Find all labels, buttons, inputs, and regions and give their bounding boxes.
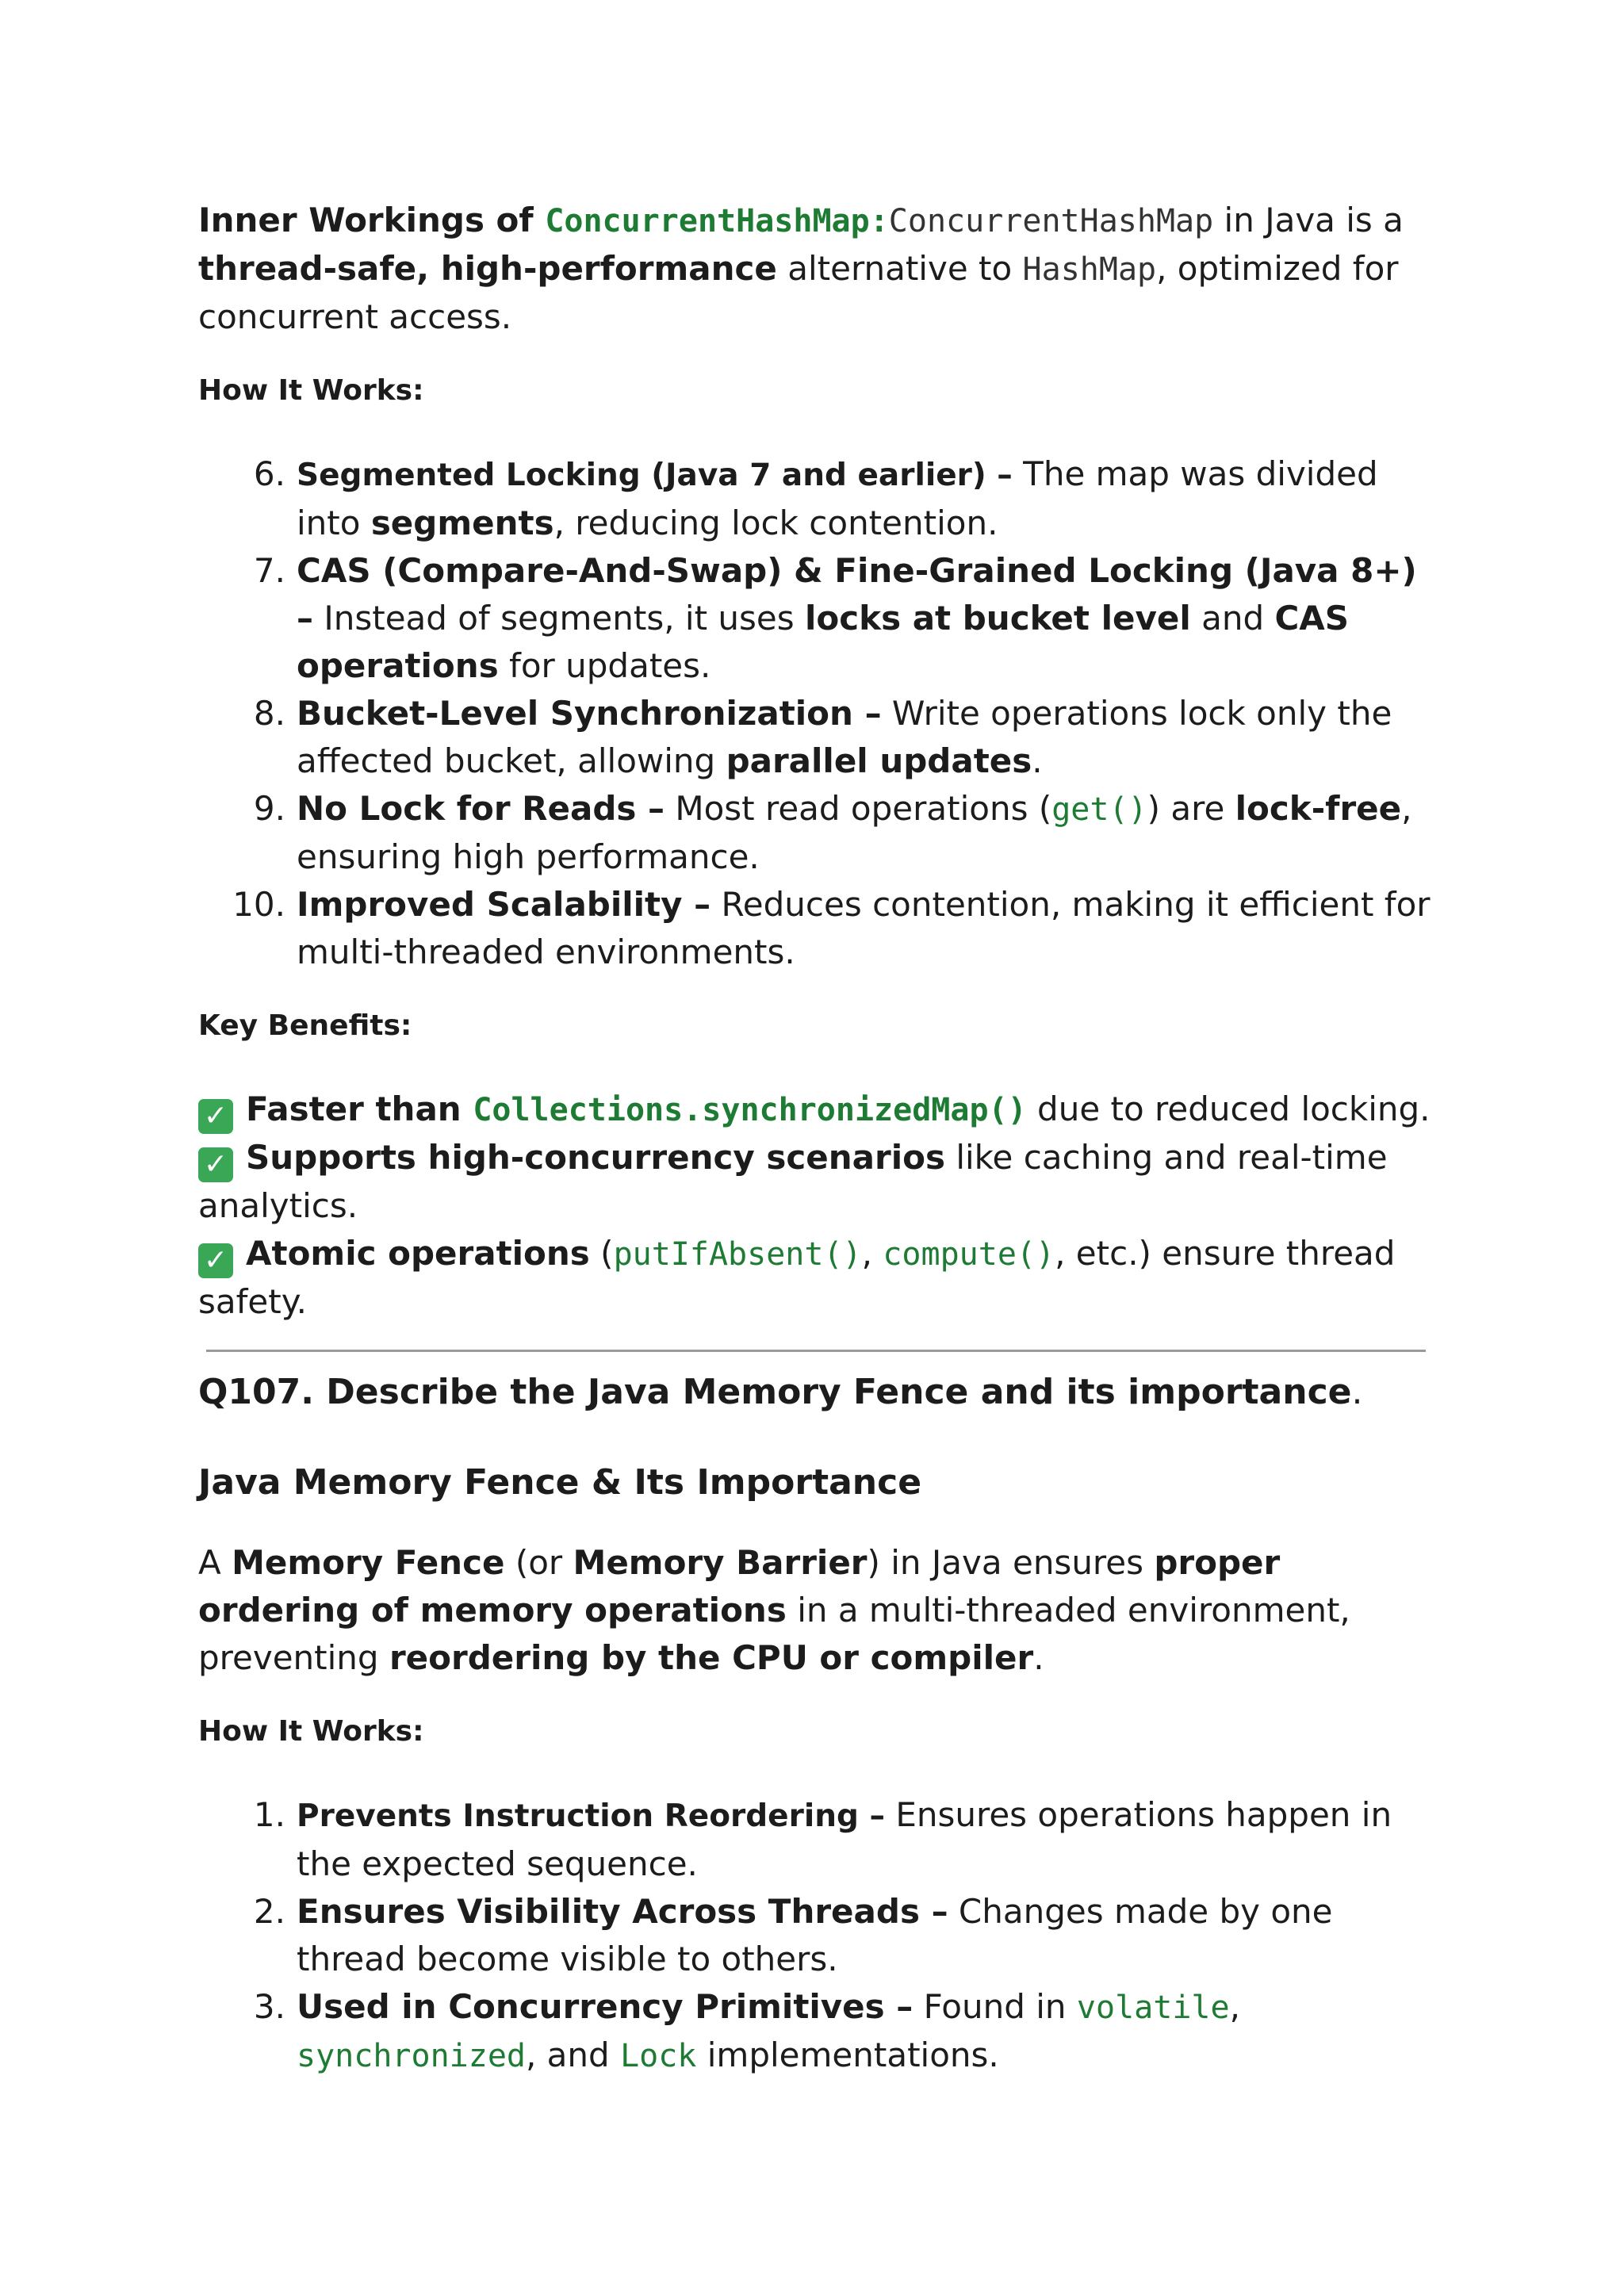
question-heading: Q107. Describe the Java Memory Fence and its importance. <box>198 1372 1363 1412</box>
concurrent-hashmap-list <box>198 450 1442 976</box>
how-it-works-heading-1: How It Works: <box>198 374 424 407</box>
check-mark-icon: ✓ <box>198 1243 233 1278</box>
check-mark-icon: ✓ <box>198 1147 233 1182</box>
list-item: 1. Prevents Instruction Reordering – Ensures operations happen in the expected sequence. <box>253 1795 1392 1883</box>
memory-fence-paragraph: A Memory Fence (or Memory Barrier) in Java ensures proper ordering of memory operations in a multi-threaded environment, preventing reordering by the CPU or compiler. <box>198 1543 1350 1677</box>
intro-code-1: ConcurrentHashMap <box>888 203 1214 239</box>
list-item: 10. Improved Scalability – Reduces contention, making it efficient for multi-threaded environments. <box>232 885 1431 971</box>
benefit-item: ✓ Faster than Collections.synchronizedMap() due to reduced locking. <box>198 1086 1442 1134</box>
inline-code: Collections.synchronizedMap() <box>473 1092 1027 1128</box>
list-item: 3. Used in Concurrency Primitives – Found in volatile, synchronized, and Lock implementations. <box>253 1987 1240 2074</box>
benefits-block <box>198 1086 1442 1326</box>
inline-code: synchronized <box>297 2038 526 2074</box>
intro-title: Inner Workings of ConcurrentHashMap: <box>198 201 889 239</box>
inline-code: Lock <box>620 2038 697 2074</box>
list-item: 9. No Lock for Reads – Most read operations (get()) are lock-free, ensuring high performance. <box>253 789 1412 876</box>
list-item: 7. CAS (Compare-And-Swap) & Fine-Grained Locking (Java 8+) – Instead of segments, it uses locks at bucket level and CAS operations for updates. <box>253 551 1417 685</box>
benefit-item: ✓ Supports high-concurrency scenarios like caching and real-time analytics. <box>198 1138 1388 1225</box>
list-item: 2. Ensures Visibility Across Threads – Changes made by one thread become visible to others. <box>253 1892 1333 1978</box>
benefit-item: ✓ Atomic operations (putIfAbsent(), compute(), etc.) ensure thread safety. <box>198 1234 1396 1321</box>
inline-code: putIfAbsent() <box>613 1236 862 1273</box>
intro-paragraph: Inner Workings of ConcurrentHashMap:ConcurrentHashMap in Java is a thread-safe, high-performance alternative to HashMap, optimized for concurrent access. <box>198 201 1404 336</box>
how-it-works-heading-2: How It Works: <box>198 1715 424 1748</box>
check-mark-icon: ✓ <box>198 1099 233 1134</box>
inline-code: compute() <box>883 1236 1055 1273</box>
key-benefits-heading: Key Benefits: <box>198 1009 412 1042</box>
intro-title-code: ConcurrentHashMap: <box>545 203 889 239</box>
list-item: 6. Segmented Locking (Java 7 and earlier) – The map was divided into segments, reducing lock contention. <box>253 454 1378 542</box>
section-title: Java Memory Fence & Its Importance <box>198 1462 922 1503</box>
memory-fence-list <box>198 1791 1442 2080</box>
intro-code-2: HashMap <box>1022 251 1157 288</box>
list-item: 8. Bucket-Level Synchronization – Write operations lock only the affected bucket, allowing parallel updates. <box>253 694 1392 780</box>
inline-code: get() <box>1051 791 1147 828</box>
inline-code: volatile <box>1076 1990 1230 2026</box>
